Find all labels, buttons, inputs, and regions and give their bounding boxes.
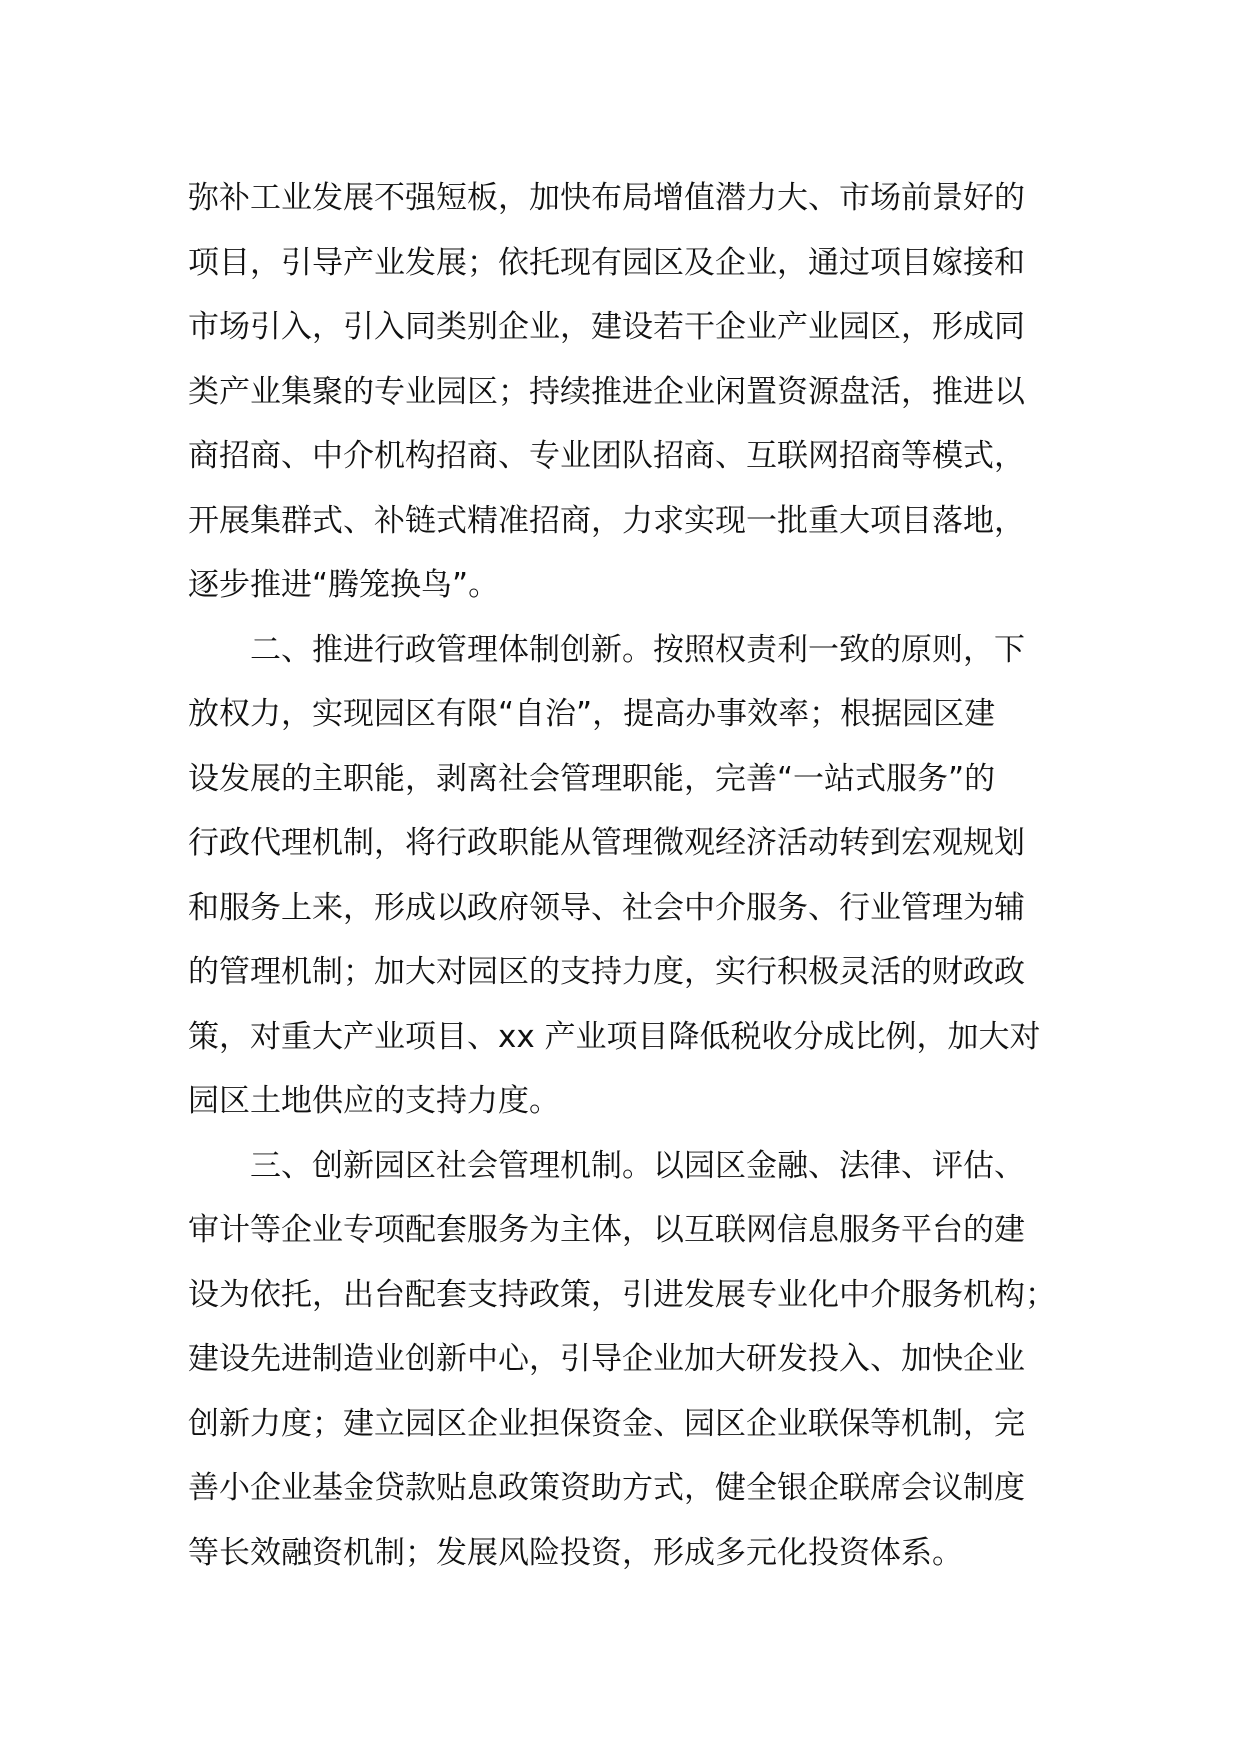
document-body bbox=[188, 166, 1078, 1585]
text-line: 策，对重大产业项目、xx 产业项目降低税收分成比例，加大对 bbox=[188, 1018, 1041, 1055]
text-line: 建设先进制造业创新中心，引导企业加大研发投入、加快企业 bbox=[188, 1341, 1025, 1377]
text-line: 行政代理机制，将行政职能从管理微观经济活动转到宏观规划 bbox=[188, 825, 1025, 861]
text-line: 的管理机制；加大对园区的支持力度，实行积极灵活的财政政 bbox=[188, 954, 1025, 990]
text-line: 园区土地供应的支持力度。 bbox=[188, 1083, 560, 1119]
text-line: 等长效融资机制；发展风险投资，形成多元化投资体系。 bbox=[188, 1534, 963, 1571]
text-line: 开展集群式、补链式精准招商，力求实现一批重大项目落地， bbox=[188, 502, 1025, 539]
text-line: 三、创新园区社会管理机制。以园区金融、法律、评估、 bbox=[250, 1147, 1025, 1184]
text-line: 和服务上来，形成以政府领导、社会中介服务、行业管理为辅 bbox=[188, 889, 1025, 926]
text-line: 商招商、中介机构招商、专业团队招商、互联网招商等模式， bbox=[188, 438, 1025, 474]
text-line: 二、推进行政管理体制创新。按照权责利一致的原则，下 bbox=[250, 631, 1025, 668]
text-line: 市场引入，引入同类别企业，建设若干企业产业园区，形成同 bbox=[188, 309, 1025, 345]
text-line: 审计等企业专项配套服务为主体，以互联网信息服务平台的建 bbox=[188, 1212, 1025, 1248]
text-line: 放权力，实现园区有限“自治”，提高办事效率；根据园区建 bbox=[188, 696, 996, 732]
text-line: 设发展的主职能，剥离社会管理职能，完善“一站式服务”的 bbox=[188, 760, 996, 797]
text-line: 创新力度；建立园区企业担保资金、园区企业联保等机制，完 bbox=[188, 1405, 1025, 1442]
text-line: 弥补工业发展不强短板，加快布局增值潜力大、市场前景好的 bbox=[188, 180, 1025, 216]
text-line: 善小企业基金贷款贴息政策资助方式，健全银企联席会议制度 bbox=[188, 1470, 1025, 1506]
text-line: 逐步推进“腾笼换鸟”。 bbox=[188, 567, 500, 603]
text-line: 类产业集聚的专业园区；持续推进企业闲置资源盘活，推进以 bbox=[188, 373, 1025, 410]
text-line: 设为依托，出台配套支持政策，引进发展专业化中介服务机构； bbox=[188, 1276, 1056, 1313]
text-line: 项目，引导产业发展；依托现有园区及企业，通过项目嫁接和 bbox=[188, 244, 1025, 281]
